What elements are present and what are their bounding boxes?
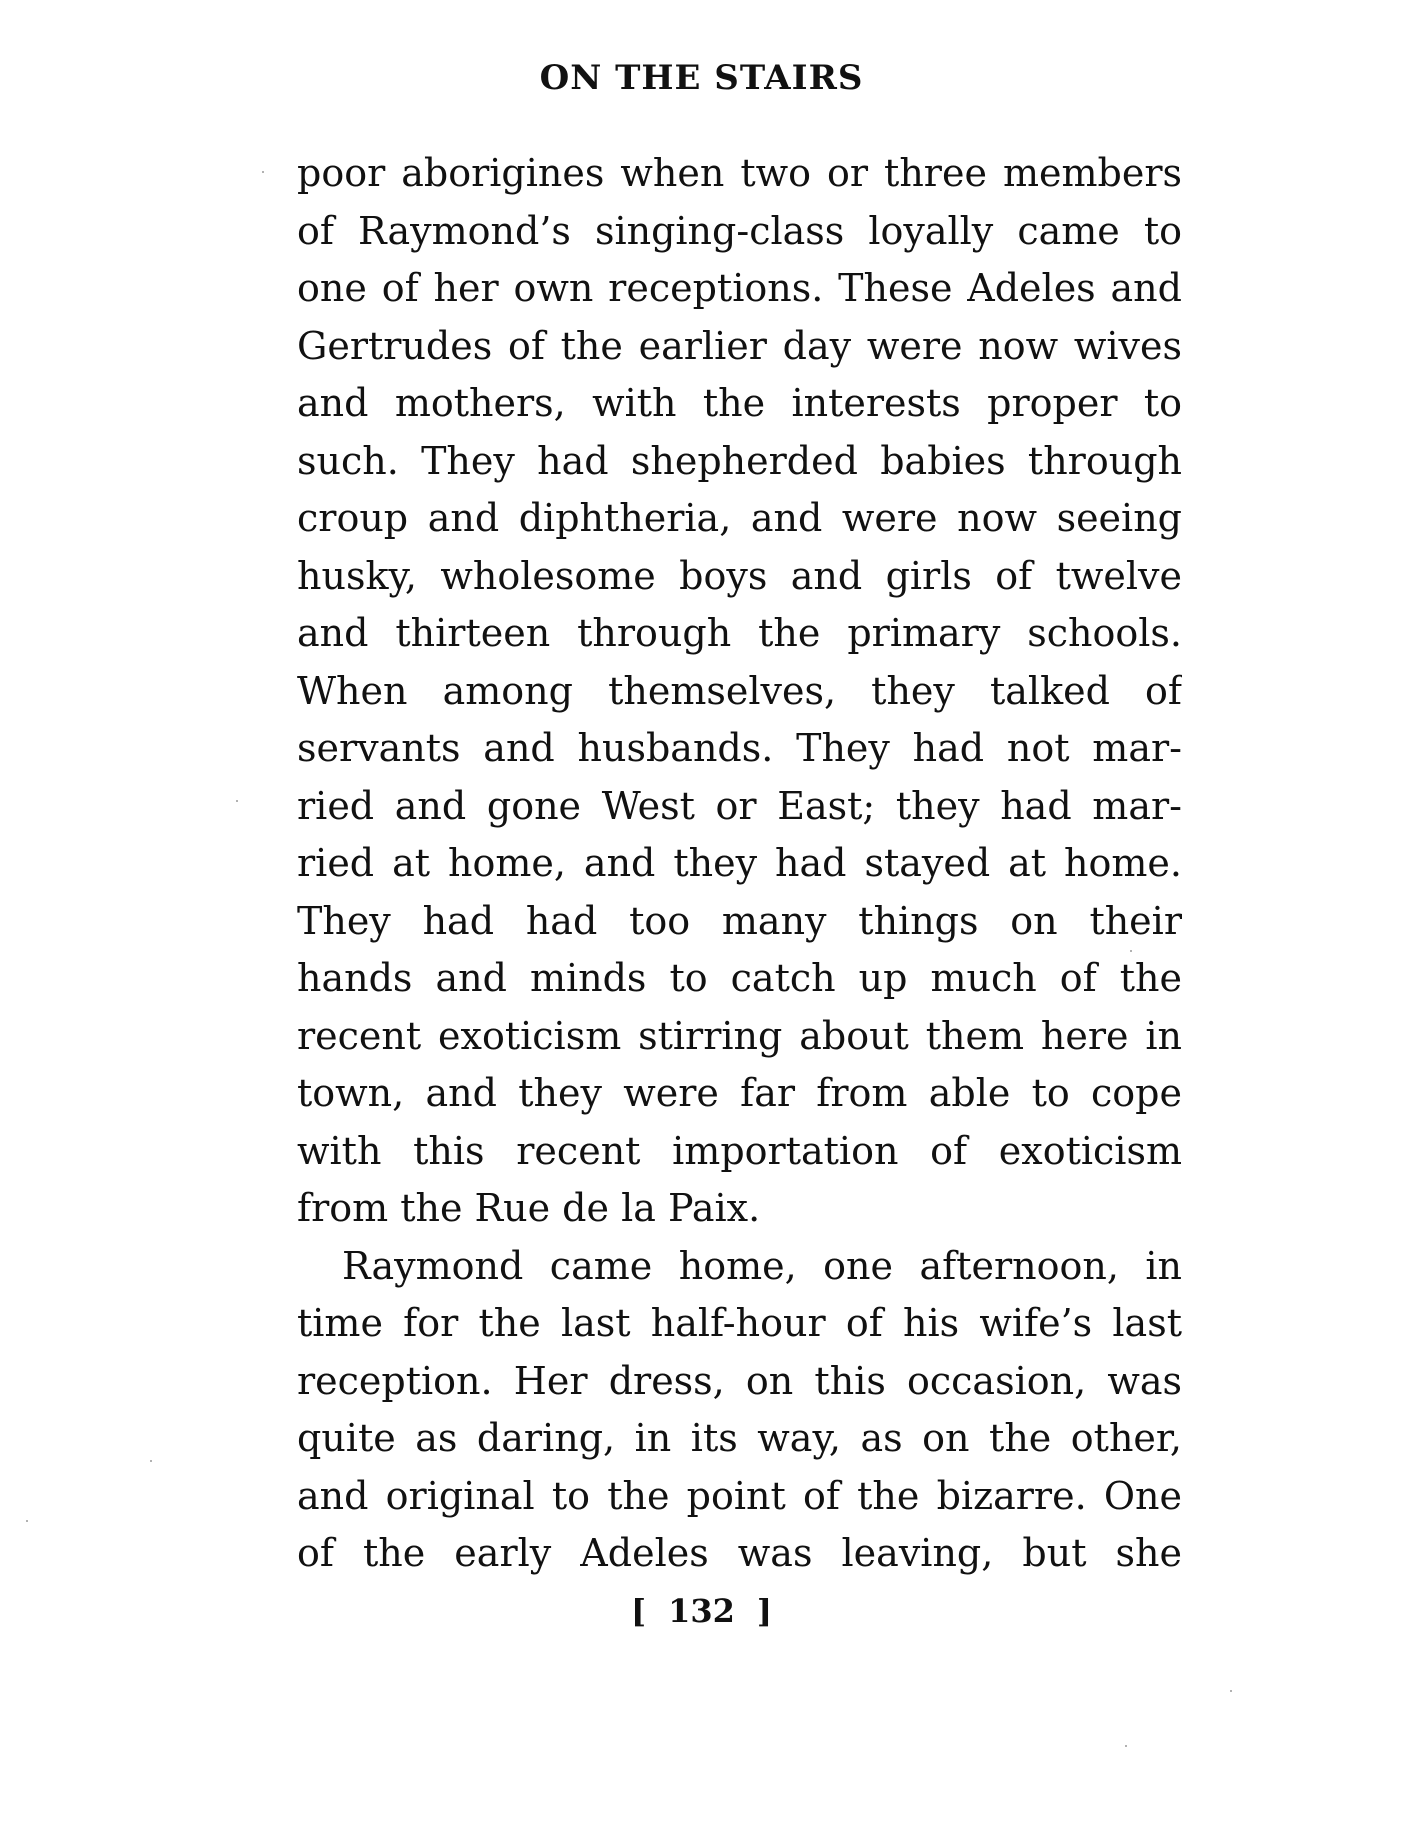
text-line: When among themselves, they talked of [297,668,1182,713]
text-line: croup and diphtheria, and were now seeing [297,496,1182,540]
text-line: Gertrudes of the earlier day were now wives [297,323,1182,368]
text-line: husky, wholesome boys and girls of twelve [297,553,1182,598]
page-number [0,1592,1403,1630]
scan-speck [1130,950,1132,952]
running-title: ON THE STAIRS [539,58,864,98]
scan-speck [26,1520,28,1522]
text-line: and thirteen through the primary schools. [297,611,1182,655]
page-number-value: 132 [668,1592,735,1630]
scan-speck [236,800,238,802]
scan-speck [262,171,264,173]
text-line: of the early Adeles was leaving, but she [297,1531,1182,1575]
text-line: servants and husbands. They had not mar- [297,726,1182,770]
text-line: ried at home, and they had stayed at home. [297,841,1182,885]
text-line: time for the last half-hour of his wife’s last [297,1301,1182,1345]
folio-bracket-open: [ [630,1592,647,1630]
text-line: from the Rue de la Paix. [297,1186,761,1230]
text-line: one of her own receptions. These Adeles and [297,266,1182,310]
folio-bracket-close: ] [756,1592,773,1630]
scan-speck [1230,1690,1232,1692]
text-line: such. They had shepherded babies through [297,438,1182,483]
text-line: and mothers, with the interests proper to [297,381,1182,425]
scan-speck [1125,1745,1127,1747]
text-line: quite as daring, in its way, as on the other, [297,1416,1182,1460]
text-line: ried and gone West or East; they had mar- [297,783,1182,828]
text-line: and original to the point of the bizarre. One [297,1473,1182,1518]
text-line: with this recent importation of exoticism [297,1128,1182,1173]
body-text [297,145,1182,1583]
text-line: town, and they were far from able to cope [297,1071,1182,1115]
text-line: They had had too many things on their [297,898,1182,943]
text-line: of Raymond’s singing-class loyally came to [297,208,1182,253]
text-line: reception. Her dress, on this occasion, was [297,1358,1182,1403]
scan-speck [150,1460,152,1462]
text-line: poor aborigines when two or three members [297,151,1182,195]
text-line: Raymond came home, one afternoon, in [342,1243,1182,1288]
text-line: hands and minds to catch up much of the [297,956,1182,1000]
text-line: recent exoticism stirring about them here in [297,1013,1182,1058]
